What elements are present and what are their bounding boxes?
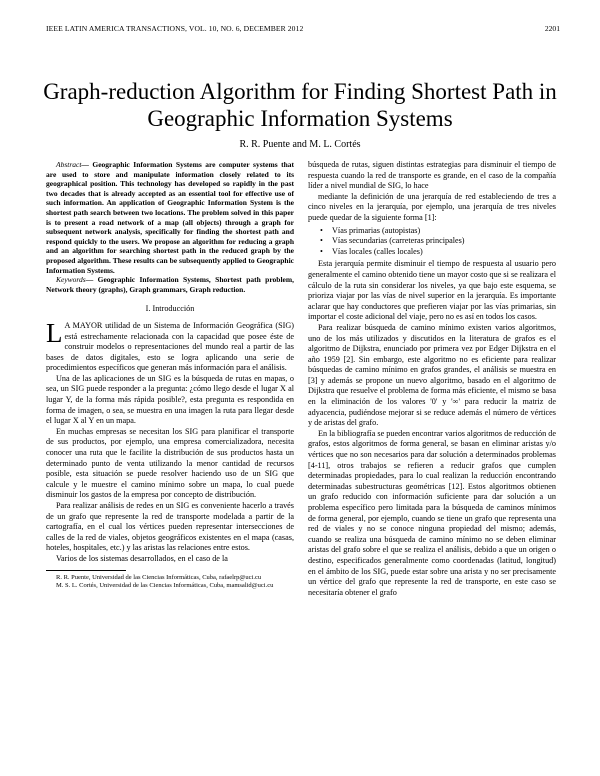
list-item: • Vías secundarias (carreteras principales) xyxy=(332,236,556,247)
road-hierarchy-list xyxy=(308,226,556,258)
paper-title: Graph-reduction Algorithm for Finding Shortest Path in Geographic Information Systems xyxy=(43,79,557,131)
author-line: R. R. Puente and M. L. Cortés xyxy=(239,139,361,150)
right-paragraph-1: búsqueda de rutas, siguen distintas estrategias para disminuir el tiempo de respuesta cuando la red de transporte es grande, en el caso de la compañía líder a nivel mundial de SIG, lo hace xyxy=(308,160,556,191)
right-paragraph-2: mediante la definición de una jerarquía de red estableciendo de tres a cinco niveles en la jerarquía, por ejemplo, una jerarquía de tres niveles puede quedar de la siguiente forma [1]: xyxy=(308,191,556,222)
intro-paragraph-2: Una de las aplicaciones de un SIG es la búsqueda de rutas en mapas, o sea, un SIG puede responder a la pregunta: ¿cómo llego desde el lugar X al lugar Y, de la forma más rápida posible?, esta pregunta es respondida en forma de imagen, o sea, se muestra en una imagen la ruta para llegar desde el lugar X al Y en un mapa. xyxy=(46,373,294,426)
keywords xyxy=(46,275,294,294)
page-number: 2201 xyxy=(544,24,560,33)
left-column xyxy=(46,160,294,590)
footnote-rule xyxy=(46,570,126,571)
right-paragraph-5: En la bibliografía se pueden encontrar varios algoritmos de reducción de grafos, estos algoritmos de forma general, se basan en eliminar aristas y/o vértices que no son necesarios para dar solución a determinados problemas [4-11], otros trabajos se refieren a reducir grafos que cumplen determinadas propiedades, para lo cual realizan la reducción encontrando determinadas subestructuras geométricas [12]. Estos algoritmos obtienen un grafo reducido con información suficiente para dar solución a un problema específico pero limitada para la búsqueda de caminos mínimos de forma general, por ejemplo, cuando se tiene un grafo que representa una red de viales y no se conoce ninguna propiedad del mismo; además, cuando se realiza una búsqueda de camino mínimo no se deben eliminar aristas del grafo sobre el que se realiza el análisis, debido a que un origen o destino, especificados generalmente como coordenadas (latitud, longitud) en el ámbito de los SIG, puede estar sobre una arista y no ser precisamente un vértice del grafo que represente la red de transporte, en este caso se necesitaría obtener el grafo xyxy=(308,428,556,597)
running-header: IEEE LATIN AMERICA TRANSACTIONS, VOL. 10, NO. 6, DECEMBER 2012 xyxy=(46,24,304,33)
section-heading: I. Introducción xyxy=(145,304,195,314)
intro-paragraph-3: En muchas empresas se necesitan los SIG para planificar el transporte de sus productos, por ejemplo, una empresa comercializadora, necesita conocer una ruta que le facilite la distribución de sus productos hasta un determinado punto de venta utilizando la menor cantidad de recursos posible, esta situación se puede resolver haciendo uso de un SIG que calcule y le muestre el camino mínimo sobre un mapa, lo cual puede disminuir los gastos de la empresa por concepto de distribución. xyxy=(46,426,294,500)
right-column xyxy=(308,160,556,598)
intro-paragraph-1 xyxy=(46,317,294,374)
drop-cap: L xyxy=(46,317,63,348)
footnote-author-2: M. S. L. Cortés, Universidad de las Ciencias Informáticas, Cuba, mamsalid@uci.cu xyxy=(56,581,274,589)
right-paragraph-4: Para realizar búsqueda de camino mínimo existen varios algoritmos, uno de los más utilizados y discutidos en la literatura de grafos es el algoritmo de Dijkstra, enunciado por primera vez por Edger Dijkstra en el año 1959 [2]. Sin embargo, este algoritmo no es eficiente para realizar búsquedas de camino mínimo en grafos grandes, el análisis se muestra en [3] y además se propone un nuevo algoritmo, basado en el algoritmo de Dijkstra que resuelve el problema de forma más eficiente, el mismo se basa en la eliminación de los valores '0' y '∞' para reducir la matriz de adyacencia, pudiéndose mejorar si se reduce además el número de vértices y de aristas del grafo. xyxy=(308,322,556,428)
intro-paragraph-1-text: A MAYOR utilidad de un Sistema de Información Geográfica (SIG) está estrechamente relacionada con la capacidad que posee éste de construir modelos o representaciones del mundo real a partir de las bases de datos digitales, esto se logra aplicando una serie de procedimientos específicos que generan más información para el análisis. xyxy=(46,320,294,373)
footnote-author-1: R. R. Puente, Universidad de las Ciencias Informáticas, Cuba, rafaelrp@uci.cu xyxy=(56,573,262,581)
intro-paragraph-4: Para realizar análisis de redes en un SIG es conveniente hacerlo a través de un grafo que represente la red de transporte modelada a partir de la cartografía, en el cual los vértices pueden representar intersecciones de calles de la red de viales, objetos geográficos existentes en el mapa (casas, hoteles, hospitales, etc.) y las aristas las relaciones entre estos. xyxy=(46,501,294,553)
list-item: • Vías primarias (autopistas) xyxy=(332,226,556,237)
abstract xyxy=(46,160,294,275)
list-item: • Vías locales (calles locales) xyxy=(332,247,556,258)
right-paragraph-3: Esta jerarquía permite disminuir el tiempo de respuesta al usuario pero generalmente el camino obtenido tiene un mayor costo que si se realizara el cálculo de la ruta sin considerar los niveles, ya que bajo este esquema, se prioriza viajar por las vías de nivel superior en la jerarquía. Es importante aclarar que hay conductores que prefieren viajar por las vías primarias, sin importar el coste adicional del viaje, pero no es así en todos los casos. xyxy=(308,259,556,322)
abstract-label: Abstract xyxy=(56,160,82,169)
abstract-text: — Geographic Information Systems are computer systems that are used to store and manipulate information closely related to its geographical position. This technology has developed so rapidly in the past two decades that is already accepted as an essential tool for effective use of such information. An application of Geographic Information System is the shortest path search between two locations. The problem solved in this paper is to present a road network of a map (all objects) through a graph for subsequent network analysis, specifically for finding the shortest path and respond quickly to the users. We propose an algorithm for reducing a graph and an algorithm for searching shortest path in the reduced graph by the proposed algorithm. These results can be subsequently applied to Geographic Information Systems. xyxy=(46,160,294,275)
keywords-text: — Geographic Information Systems, Shortest path problem, Network theory (graphs), Graph grammars, Graph reduction. xyxy=(46,275,294,294)
intro-paragraph-5: Varios de los sistemas desarrollados, en el caso de la xyxy=(56,553,228,563)
keywords-label: Keywords xyxy=(56,275,86,285)
